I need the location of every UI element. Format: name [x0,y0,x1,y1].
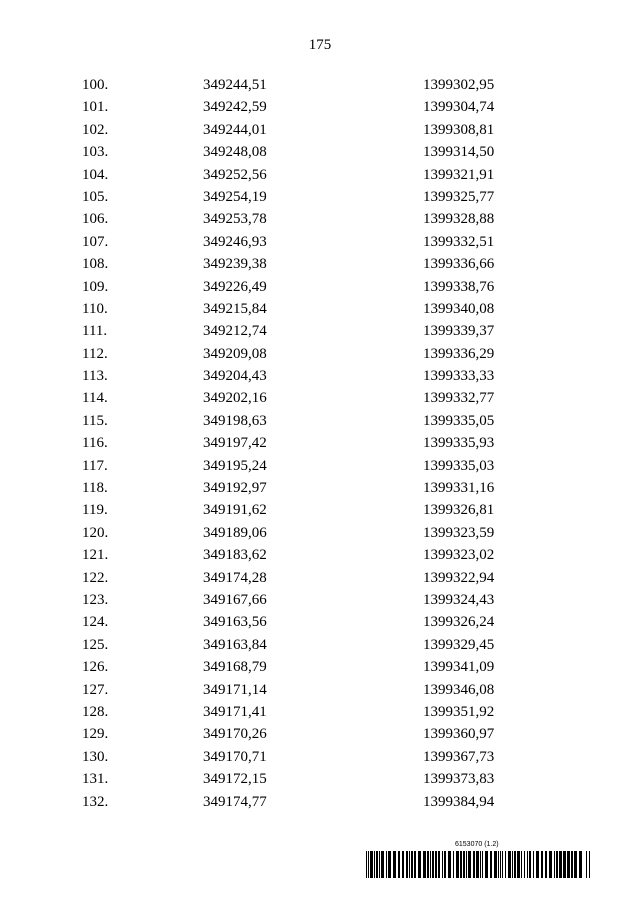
barcode-bar [559,851,562,878]
coordinate-x: 349198,63 [203,412,267,429]
barcode-bar [432,851,434,878]
coordinate-y: 1399336,29 [423,345,495,362]
row-number: 115. [82,412,108,429]
page-number: 175 [308,37,332,53]
barcode-bar [494,851,497,878]
coordinate-x: 349170,26 [203,726,267,743]
barcode-bar [480,851,481,878]
row-number: 106. [82,211,109,228]
coordinate-y: 1399332,77 [423,390,495,407]
barcode-bar [463,851,465,878]
coordinate-x: 349215,84 [203,300,267,317]
coordinate-y: 1399328,88 [423,211,495,228]
coordinate-y: 1399360,97 [423,726,495,743]
coordinate-y: 1399323,02 [423,547,495,564]
coordinate-x: 349253,78 [203,211,267,228]
barcode-bar [549,851,552,878]
table-row [0,679,640,701]
coordinate-x: 349168,79 [203,659,267,676]
barcode-bar [468,851,471,878]
row-number: 105. [82,188,109,205]
barcode [366,851,590,878]
row-number: 120. [82,524,109,541]
coordinate-y: 1399346,08 [423,681,495,698]
barcode-bar [376,851,378,878]
barcode-bar [370,851,373,878]
coordinate-x: 349163,56 [203,614,267,631]
barcode-bar [386,851,387,878]
coordinate-y: 1399341,09 [423,659,495,676]
barcode-bar [402,851,404,878]
coordinate-x: 349254,19 [203,188,267,205]
table-row [0,253,640,275]
table-row [0,432,640,454]
coordinate-x: 349171,41 [203,703,267,720]
table-row [0,96,640,118]
barcode-bar [586,851,587,878]
table-row [0,567,640,589]
table-row [0,634,640,656]
barcode-bar [490,851,492,878]
table-row [0,768,640,790]
table-row [0,231,640,253]
coordinate-y: 1399329,45 [423,636,495,653]
barcode-bar [482,851,483,878]
barcode-bar [414,851,416,878]
row-number: 109. [82,278,109,295]
row-number: 108. [82,256,109,273]
barcode-bar [567,851,570,878]
coordinate-x: 349242,59 [203,99,267,116]
row-number: 132. [82,793,109,810]
table-row [0,522,640,544]
coordinate-y: 1399326,24 [423,614,495,631]
barcode-bar [398,851,400,878]
table-row [0,141,640,163]
coordinate-y: 1399351,92 [423,703,495,720]
coordinate-y: 1399302,95 [423,77,495,93]
barcode-bar [381,851,384,878]
row-number: 110. [82,300,108,317]
table-row [0,74,640,96]
row-number: 121. [82,547,109,564]
table-row [0,119,640,141]
coordinate-y: 1399335,05 [423,412,495,429]
barcode-bar [438,851,440,878]
table-row [0,164,640,186]
barcode-bar [521,851,522,878]
coordinate-x: 349163,84 [203,636,267,653]
table-row [0,477,640,499]
barcode-bar [466,851,467,878]
table-row [0,656,640,678]
table-row [0,343,640,365]
barcode-bar [541,851,543,878]
coordinate-x: 349172,15 [203,771,267,788]
coordinate-y: 1399331,16 [423,480,495,497]
coordinate-x: 349204,43 [203,368,267,385]
coordinate-y: 1399333,33 [423,368,495,385]
coordinate-y: 1399314,50 [423,144,495,161]
table-row [0,544,640,566]
table-row [0,365,640,387]
row-number: 129. [82,726,109,743]
coordinate-y: 1399373,83 [423,771,495,788]
coordinate-x: 349248,08 [203,144,267,161]
barcode-bar [514,851,516,878]
row-number: 123. [82,591,109,608]
coordinate-y: 1399304,74 [423,99,495,116]
coordinate-x: 349183,62 [203,547,267,564]
row-number: 119. [82,502,108,519]
table-row [0,455,640,477]
barcode-bar [427,851,429,878]
row-number: 122. [82,569,109,586]
row-number: 130. [82,748,109,765]
barcode-bar [498,851,499,878]
coordinate-y: 1399367,73 [423,748,495,765]
row-number: 127. [82,681,109,698]
coordinate-y: 1399322,94 [423,569,495,586]
barcode-bar [556,851,558,878]
barcode-bar [574,851,577,878]
row-number: 100. [82,77,109,93]
coordinate-x: 349191,62 [203,502,267,519]
barcode-bar [533,851,534,878]
barcode-bar [368,851,369,878]
barcode-bar [418,851,421,878]
barcode-bar [473,851,475,878]
barcode-bar [476,851,479,878]
coordinate-y: 1399384,94 [423,793,495,810]
table-row [0,791,640,813]
coordinate-x: 349195,24 [203,457,267,474]
barcode-bar [379,851,380,878]
coordinate-y: 1399308,81 [423,121,495,138]
coordinate-y: 1399323,59 [423,524,495,541]
coordinate-x: 349244,51 [203,77,267,93]
coordinate-y: 1399321,91 [423,166,495,183]
barcode-bar [579,851,582,878]
row-number: 104. [82,166,109,183]
row-number: 118. [82,480,108,497]
barcode-bar [374,851,375,878]
barcode-bar [406,851,408,878]
coordinate-x: 349212,74 [203,323,267,340]
coordinate-x: 349246,93 [203,233,267,250]
barcode-bar [563,851,566,878]
barcode-bar [589,851,590,878]
coordinate-y: 1399339,37 [423,323,495,340]
barcode-bar [508,851,511,878]
row-number: 107. [82,233,109,250]
barcode-bar [456,851,459,878]
row-number: 112. [82,345,108,362]
coordinate-y: 1399332,51 [423,233,495,250]
coordinate-x: 349171,14 [203,681,267,698]
table-row [0,723,640,745]
coordinate-x: 349226,49 [203,278,267,295]
row-number: 117. [82,457,108,474]
barcode-bar [527,851,528,878]
table-row [0,298,640,320]
barcode-bar [502,851,503,878]
barcode-bar [512,851,513,878]
coordinate-y: 1399338,76 [423,278,495,295]
coordinate-x: 349189,06 [203,524,267,541]
table-row [0,276,640,298]
coordinate-y: 1399325,77 [423,188,495,205]
row-number: 131. [82,771,109,788]
coordinate-x: 349174,28 [203,569,267,586]
barcode-bar [409,851,410,878]
barcode-bar [448,851,451,878]
coordinates-table [0,74,640,813]
barcode-bar [536,851,539,878]
barcode-bar [442,851,443,878]
barcode-bar [545,851,547,878]
table-row [0,387,640,409]
row-number: 111. [82,323,108,340]
table-row [0,499,640,521]
barcode-bar [388,851,391,878]
table-row [0,320,640,342]
coordinate-x: 349197,42 [203,435,267,452]
row-number: 116. [82,435,108,452]
coordinate-y: 1399326,81 [423,502,495,519]
barcode-bar [524,851,525,878]
row-number: 113. [82,368,108,385]
table-row [0,186,640,208]
coordinate-y: 1399335,93 [423,435,495,452]
coordinate-x: 349167,66 [203,591,267,608]
barcode-bar [393,851,396,878]
coordinate-x: 349174,77 [203,793,267,810]
row-number: 103. [82,144,109,161]
table-row [0,208,640,230]
barcode-bar [485,851,488,878]
coordinate-y: 1399324,43 [423,591,495,608]
coordinate-y: 1399335,03 [423,457,495,474]
barcode-bar [460,851,462,878]
coordinate-y: 1399340,08 [423,300,495,317]
table-row [0,746,640,768]
row-number: 114. [82,390,108,407]
barcode-bar [554,851,555,878]
row-number: 101. [82,99,109,116]
table-row [0,410,640,432]
barcode-bar [529,851,531,878]
coordinate-x: 349192,97 [203,480,267,497]
coordinate-x: 349209,08 [203,345,267,362]
coordinate-y: 1399336,66 [423,256,495,273]
coordinate-x: 349202,16 [203,390,267,407]
row-number: 126. [82,659,109,676]
table-row [0,611,640,633]
row-number: 125. [82,636,109,653]
row-number: 128. [82,703,109,720]
barcode-bar [517,851,520,878]
barcode-bar [453,851,454,878]
barcode-bar [423,851,426,878]
barcode-bar [430,851,431,878]
barcode-bar [411,851,413,878]
barcode-bar [435,851,437,878]
table-row [0,701,640,723]
barcode-bar [500,851,501,878]
barcode-bar [505,851,506,878]
barcode-bar [444,851,446,878]
barcode-label: 6153070 (1.2) [455,841,499,848]
coordinate-x: 349244,01 [203,121,267,138]
table-row [0,589,640,611]
row-number: 102. [82,121,109,138]
barcode-bar [366,851,367,878]
row-number: 124. [82,614,109,631]
coordinate-x: 349170,71 [203,748,267,765]
coordinate-x: 349239,38 [203,256,267,273]
coordinate-x: 349252,56 [203,166,267,183]
barcode-bar [571,851,573,878]
